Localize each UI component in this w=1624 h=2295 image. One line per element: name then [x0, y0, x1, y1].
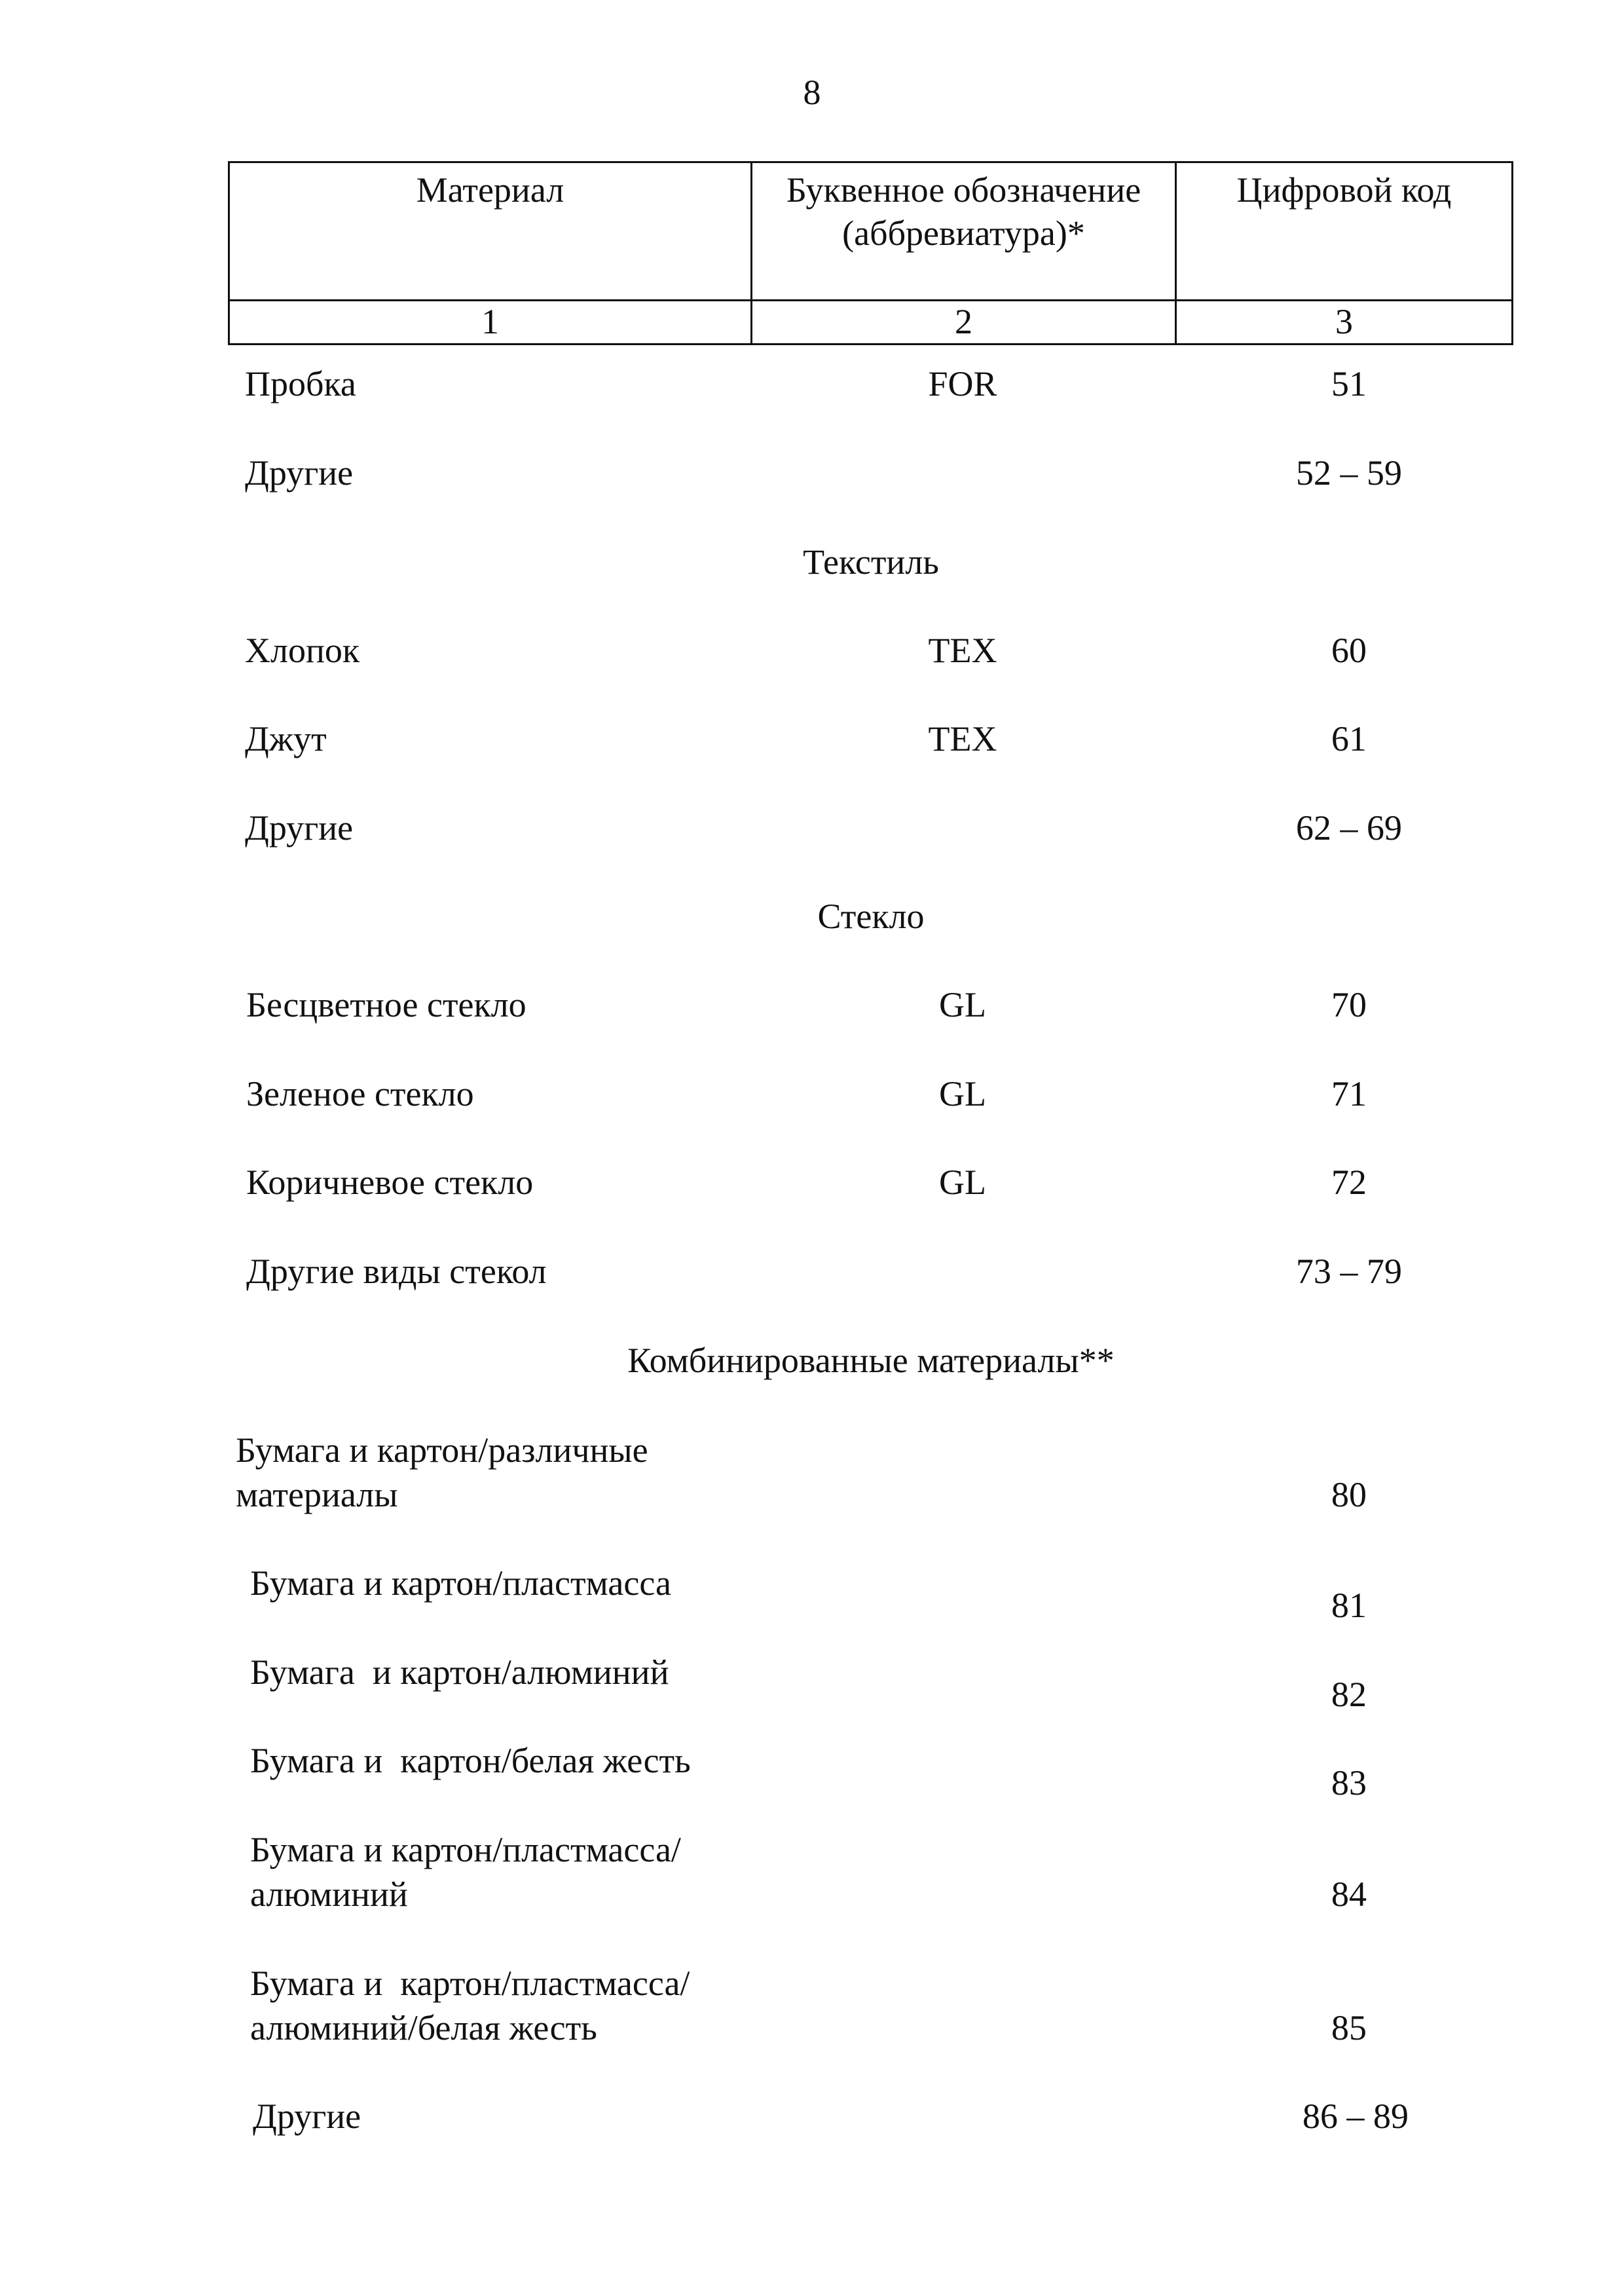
row-material: Другие виды стекол [246, 1252, 547, 1291]
table-row [0, 1738, 1624, 1837]
row-code: 61 [1331, 719, 1367, 758]
row-code: 80 [1331, 1475, 1367, 1514]
section-heading: Текстиль [803, 542, 939, 582]
table-row [0, 982, 1624, 1081]
row-abbreviation: GL [939, 1074, 986, 1113]
row-material: Бумага и картон/белая жесть [250, 1741, 691, 1780]
row-code: 83 [1331, 1763, 1367, 1802]
row-material: Пробка [245, 364, 356, 403]
row-material: Другие [245, 808, 354, 848]
table-row [0, 1961, 1624, 2059]
row-material: Джут [245, 719, 327, 758]
row-code: 72 [1331, 1163, 1367, 1202]
table-row [0, 2094, 1624, 2192]
row-code: 52 – 59 [1296, 453, 1402, 493]
header-abbreviation-line2: (аббревиатура)* [842, 214, 1085, 253]
row-code: 60 [1331, 631, 1367, 670]
row-code: 71 [1331, 1074, 1367, 1113]
table-row [0, 806, 1624, 904]
row-material: Бумага и картон/пластмасса/ алюминий [250, 1830, 681, 1914]
column-number-2: 2 [752, 301, 1176, 345]
header-digital-code [1176, 162, 1513, 301]
row-code: 73 – 79 [1296, 1252, 1402, 1291]
row-code: 86 – 89 [1302, 2097, 1409, 2136]
header-abbreviation [752, 162, 1176, 301]
row-material: Коричневое стекло [246, 1163, 534, 1202]
header-abbreviation-line1: Буквенное обозначение [786, 170, 1141, 210]
row-code: 84 [1331, 1875, 1367, 1914]
row-abbreviation: FOR [928, 364, 997, 403]
row-material: Зеленое стекло [246, 1074, 474, 1113]
table-row [0, 628, 1624, 726]
table-row [0, 717, 1624, 815]
row-abbreviation: TEX [928, 719, 997, 758]
material-table-header [228, 161, 1513, 345]
row-material: Хлопок [245, 631, 360, 670]
page-number: 8 [803, 73, 821, 112]
row-abbreviation: TEX [928, 631, 997, 670]
row-abbreviation: GL [939, 1163, 986, 1202]
table-row [0, 1561, 1624, 1659]
row-code: 85 [1331, 2008, 1367, 2047]
row-material: Бумага и картон/пластмасса/ алюминий/белая жесть [250, 1964, 690, 2047]
table-row [0, 1428, 1624, 1526]
table-row [0, 1249, 1624, 1347]
row-code: 62 – 69 [1296, 808, 1402, 848]
row-material: Другие [253, 2097, 361, 2136]
section-heading: Комбинированные материалы** [627, 1341, 1115, 1380]
row-code: 82 [1331, 1675, 1367, 1714]
table-row [0, 1827, 1624, 1926]
table-row [0, 1160, 1624, 1258]
row-code: 81 [1331, 1586, 1367, 1625]
column-number-1: 1 [229, 301, 752, 345]
column-number-3: 3 [1176, 301, 1513, 345]
row-material: Бумага и картон/алюминий [250, 1652, 669, 1692]
row-code: 70 [1331, 985, 1367, 1024]
row-code: 51 [1331, 364, 1367, 403]
header-digital-code-label: Цифровой код [1236, 170, 1452, 210]
table-row [0, 1072, 1624, 1170]
table-row [0, 362, 1624, 460]
row-material: Бумага и картон/пластмасса [250, 1563, 671, 1603]
row-abbreviation: GL [939, 985, 986, 1024]
row-material: Бесцветное стекло [246, 985, 526, 1024]
table-row [0, 1650, 1624, 1748]
header-material [229, 162, 752, 301]
row-material: Другие [245, 453, 354, 493]
section-heading: Стекло [817, 897, 925, 936]
row-material: Бумага и картон/различные материалы [236, 1430, 648, 1514]
header-material-label: Материал [416, 170, 564, 210]
table-row [0, 451, 1624, 549]
